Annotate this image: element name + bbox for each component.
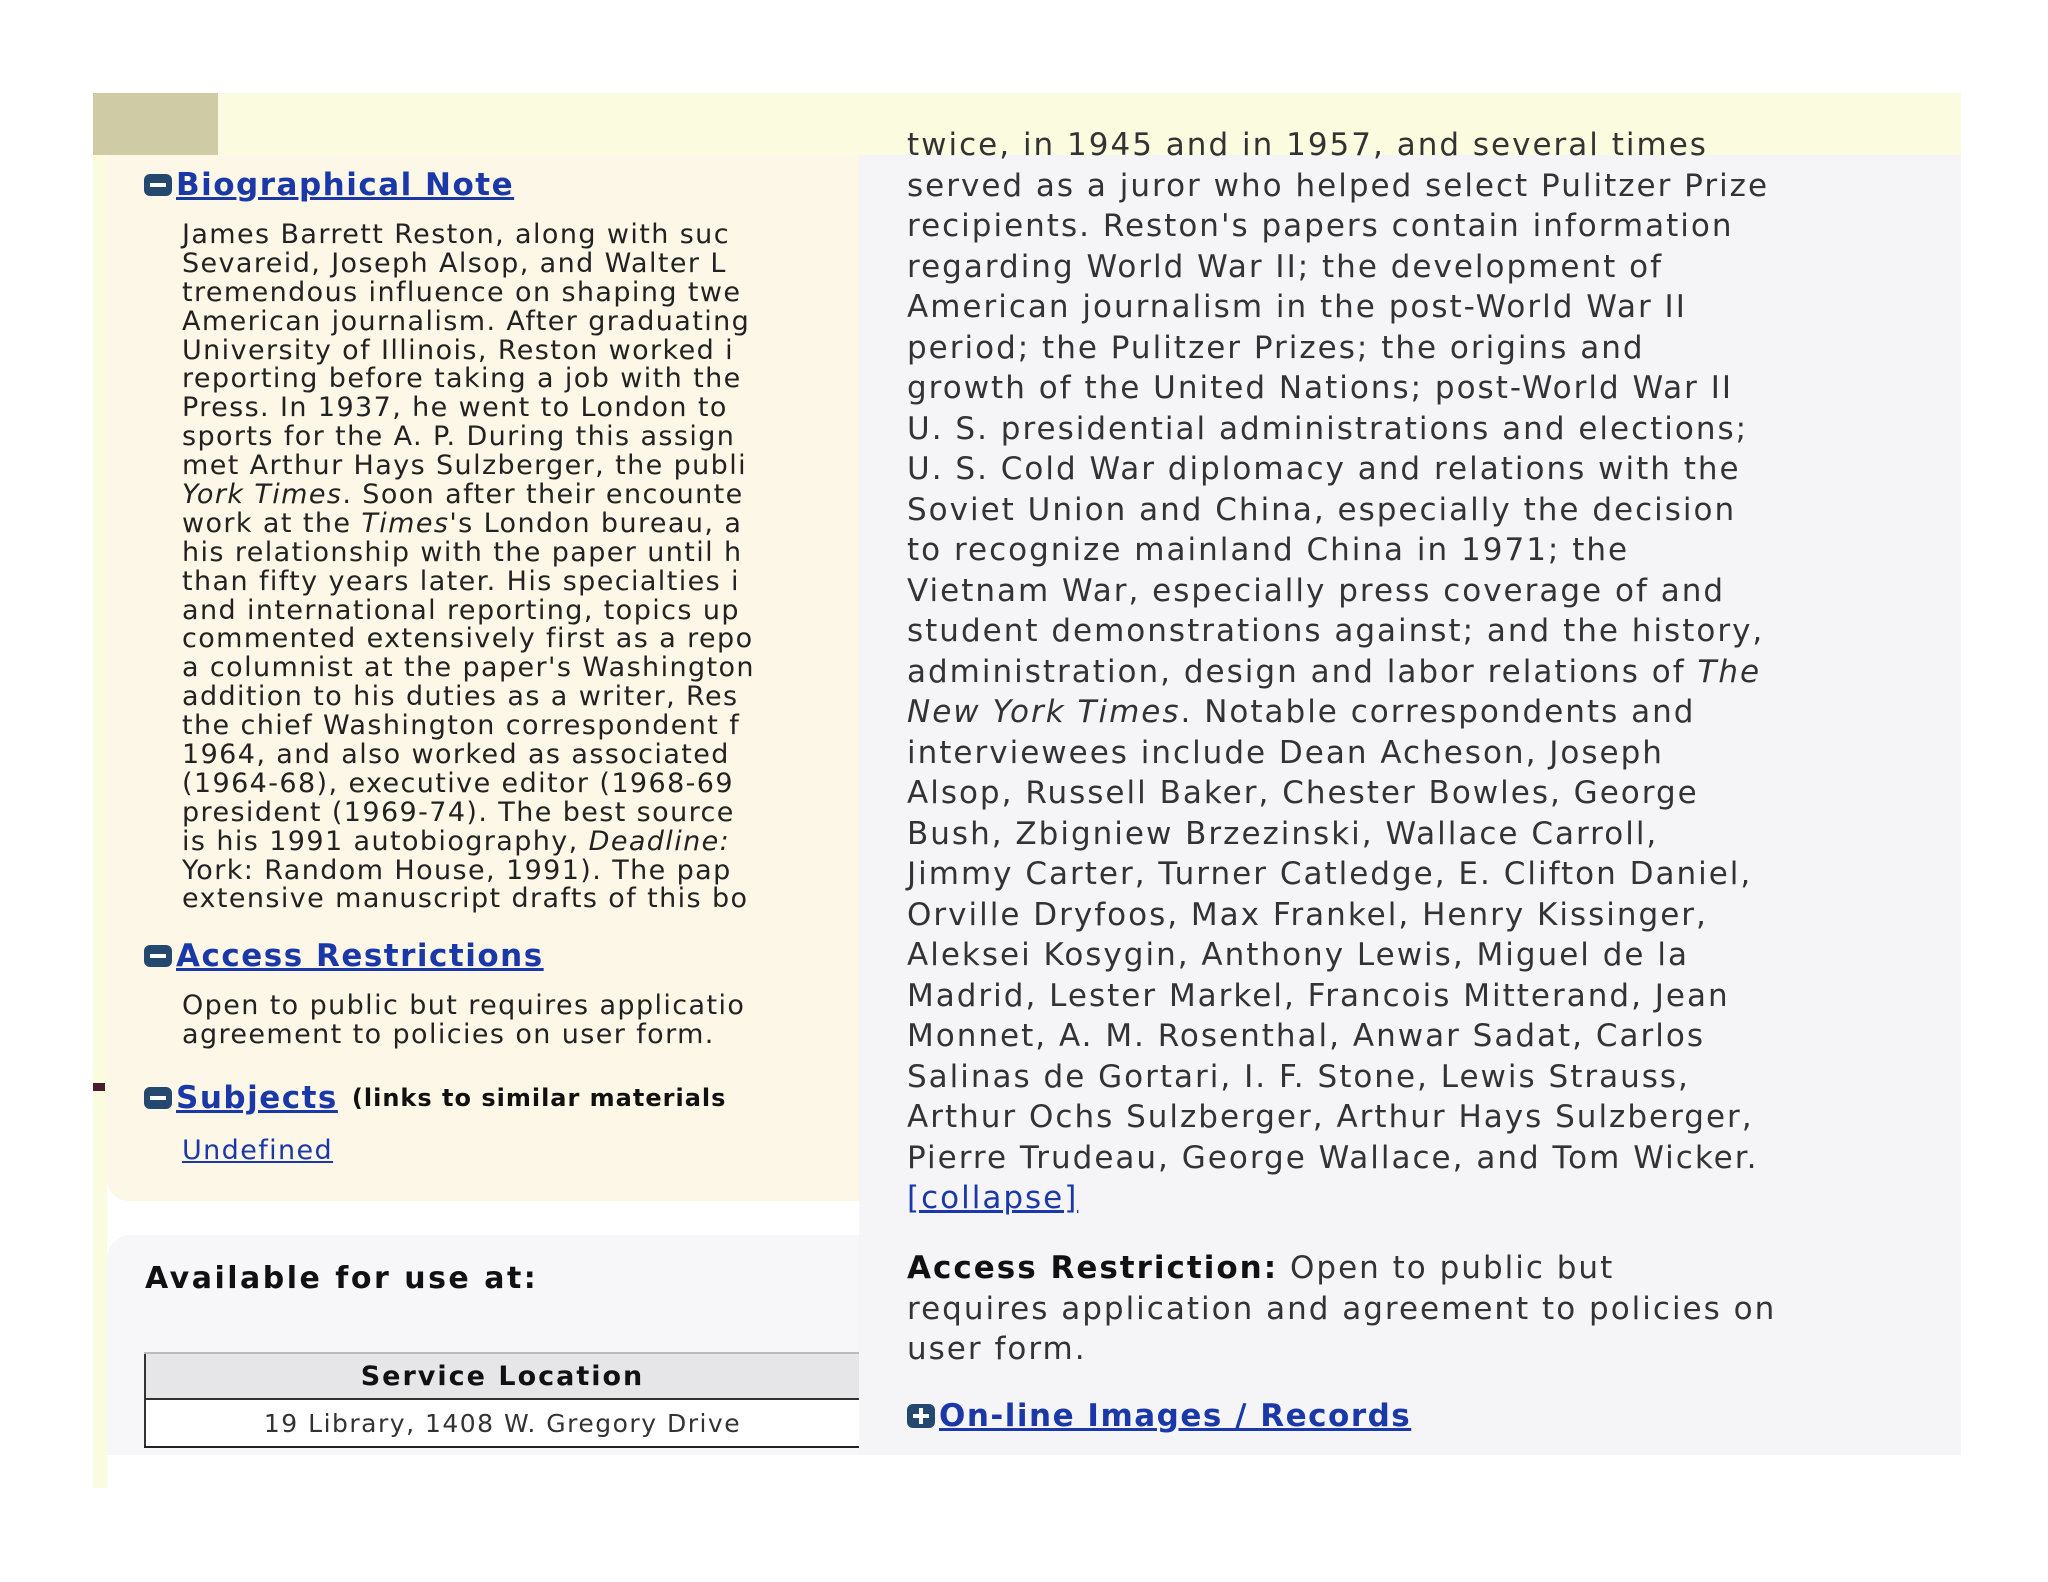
text-line: Soviet Union and China, especially the decision — [907, 491, 1737, 528]
service-location-header: Service Location — [145, 1353, 859, 1399]
subjects-header[interactable] — [144, 1080, 726, 1116]
header-tab — [93, 93, 218, 155]
text-line: interviewees include Dean Acheson, Joseph — [907, 734, 1664, 771]
text-line: U. S. Cold War diplomacy and relations with the — [907, 451, 1741, 487]
subjects-note: (links to similar materials — [351, 1084, 727, 1112]
text-line: and international reporting, topics up — [182, 594, 740, 626]
text-line: 1964, and also worked as associated — [182, 739, 730, 771]
text-line: served as a juror who helped select Pulitzer Prize — [907, 167, 1770, 204]
text-line: president (1969-74). The best source — [182, 796, 735, 828]
biographical-note-header[interactable] — [144, 167, 514, 203]
text-line: administration, design and labor relations of The — [907, 653, 1762, 690]
text-line: York: Random House, 1991). The pap — [182, 854, 732, 886]
text-line: period; the Pulitzer Prizes; the origins and — [907, 329, 1645, 366]
online-images-link[interactable]: On-line Images / Records — [939, 1398, 1412, 1434]
available-title: Available for use at: — [145, 1261, 539, 1296]
text-line: Jimmy Carter, Turner Catledge, E. Clifton Daniel, — [907, 856, 1753, 892]
text-line: (1964-68), executive editor (1968-69 — [182, 767, 734, 799]
text-line: Vietnam War, especially press coverage of and — [907, 572, 1726, 609]
margin-marker — [93, 1083, 105, 1091]
text-line: James Barrett Reston, along with suc — [182, 219, 730, 250]
text-line: Orville Dryfoos, Max Frankel, Henry Kissinger, — [907, 896, 1708, 933]
access-restrictions-link[interactable]: Access Restrictions — [176, 938, 544, 974]
text-line: commented extensively first as a repo — [182, 623, 754, 655]
text-line: the chief Washington correspondent f — [182, 710, 741, 742]
service-location-table — [144, 1352, 859, 1448]
text-line: American journalism. After graduating — [182, 305, 751, 337]
availability-panel — [107, 1235, 859, 1455]
text-line: U. S. presidential administrations and elections; — [907, 410, 1749, 447]
text-line: work at the Times's London bureau, a — [182, 507, 743, 539]
text-line: New York Times. Notable correspondents and — [907, 694, 1696, 730]
scope-note-text — [907, 125, 1769, 1219]
text-line: Alsop, Russell Baker, Chester Bowles, George — [907, 775, 1699, 811]
subjects-link[interactable]: Subjects — [176, 1080, 338, 1116]
text-line: Pierre Trudeau, George Wallace, and Tom Wicker. — [907, 1139, 1759, 1176]
text-line: a columnist at the paper's Washington — [182, 652, 755, 684]
text-line: growth of the United Nations; post-World War II — [907, 370, 1734, 406]
collection-details-panel — [107, 155, 859, 1201]
access-restriction-paragraph: Access Restriction: Open to public but requires application and agreement to policies on user form. — [907, 1250, 1777, 1367]
subject-undefined-link[interactable]: Undefined — [182, 1135, 334, 1166]
access-restrictions-text: Open to public but requires applicatio agreement to policies on user form. — [182, 990, 746, 1050]
text-line: sports for the A. P. During this assign — [182, 421, 736, 453]
access-restrictions-header[interactable] — [144, 938, 544, 974]
text-line: tremendous influence on shaping twe — [182, 276, 742, 308]
text-line: his relationship with the paper until h — [182, 536, 743, 568]
text-line: University of Illinois, Reston worked i — [182, 334, 735, 366]
collapse-toggle-icon[interactable] — [144, 174, 172, 196]
text-line: Sevareid, Joseph Alsop, and Walter L — [182, 247, 727, 279]
text-line: addition to his duties as a writer, Res — [182, 681, 739, 713]
text-line: American journalism in the post-World War II — [907, 289, 1687, 325]
text-line: reporting before taking a job with the — [182, 363, 742, 395]
text-line: met Arthur Hays Sulzberger, the publi — [182, 450, 748, 482]
text-line: Salinas de Gortari, I. F. Stone, Lewis Strauss, — [907, 1058, 1690, 1095]
collapse-link[interactable]: [collapse] — [907, 1180, 1079, 1216]
access-restriction-label: Access Restriction: — [907, 1250, 1279, 1286]
expand-toggle-icon[interactable] — [907, 1404, 935, 1428]
text-line: Aleksei Kosygin, Anthony Lewis, Miguel de la — [907, 937, 1689, 973]
collapse-toggle-icon[interactable] — [144, 1087, 172, 1109]
text-line: extensive manuscript drafts of this bo — [182, 883, 749, 915]
text-line: is his 1991 autobiography, Deadline: — [182, 825, 731, 857]
text-line: than fifty years later. His specialties i — [182, 565, 740, 597]
online-images-header[interactable] — [907, 1398, 1411, 1434]
text-line: Arthur Ochs Sulzberger, Arthur Hays Sulzberger, — [907, 1099, 1754, 1135]
biographical-note-link[interactable]: Biographical Note — [176, 167, 515, 203]
text-line: Press. In 1937, he went to London to — [182, 392, 728, 424]
left-margin-bar — [93, 155, 107, 1488]
text-line: Bush, Zbigniew Brzezinski, Wallace Carroll, — [907, 815, 1659, 852]
text-line: Monnet, A. M. Rosenthal, Anwar Sadat, Carlos — [907, 1018, 1706, 1054]
text-line: to recognize mainland China in 1971; the — [907, 532, 1630, 568]
collapse-toggle-icon[interactable] — [144, 945, 172, 967]
expanded-scope-panel — [859, 127, 1961, 1455]
text-line: Madrid, Lester Markel, Francois Mitterand, Jean — [907, 977, 1730, 1014]
text-line: recipients. Reston's papers contain information — [907, 208, 1734, 244]
text-line: York Times. Soon after their encounte — [182, 479, 744, 511]
service-location-cell: 19 Library, 1408 W. Gregory Drive — [145, 1399, 859, 1447]
text-line: twice, in 1945 and in 1957, and several times — [907, 127, 1708, 163]
text-line: regarding World War II; the development of — [907, 248, 1663, 285]
text-line: student demonstrations against; and the history, — [907, 613, 1765, 649]
